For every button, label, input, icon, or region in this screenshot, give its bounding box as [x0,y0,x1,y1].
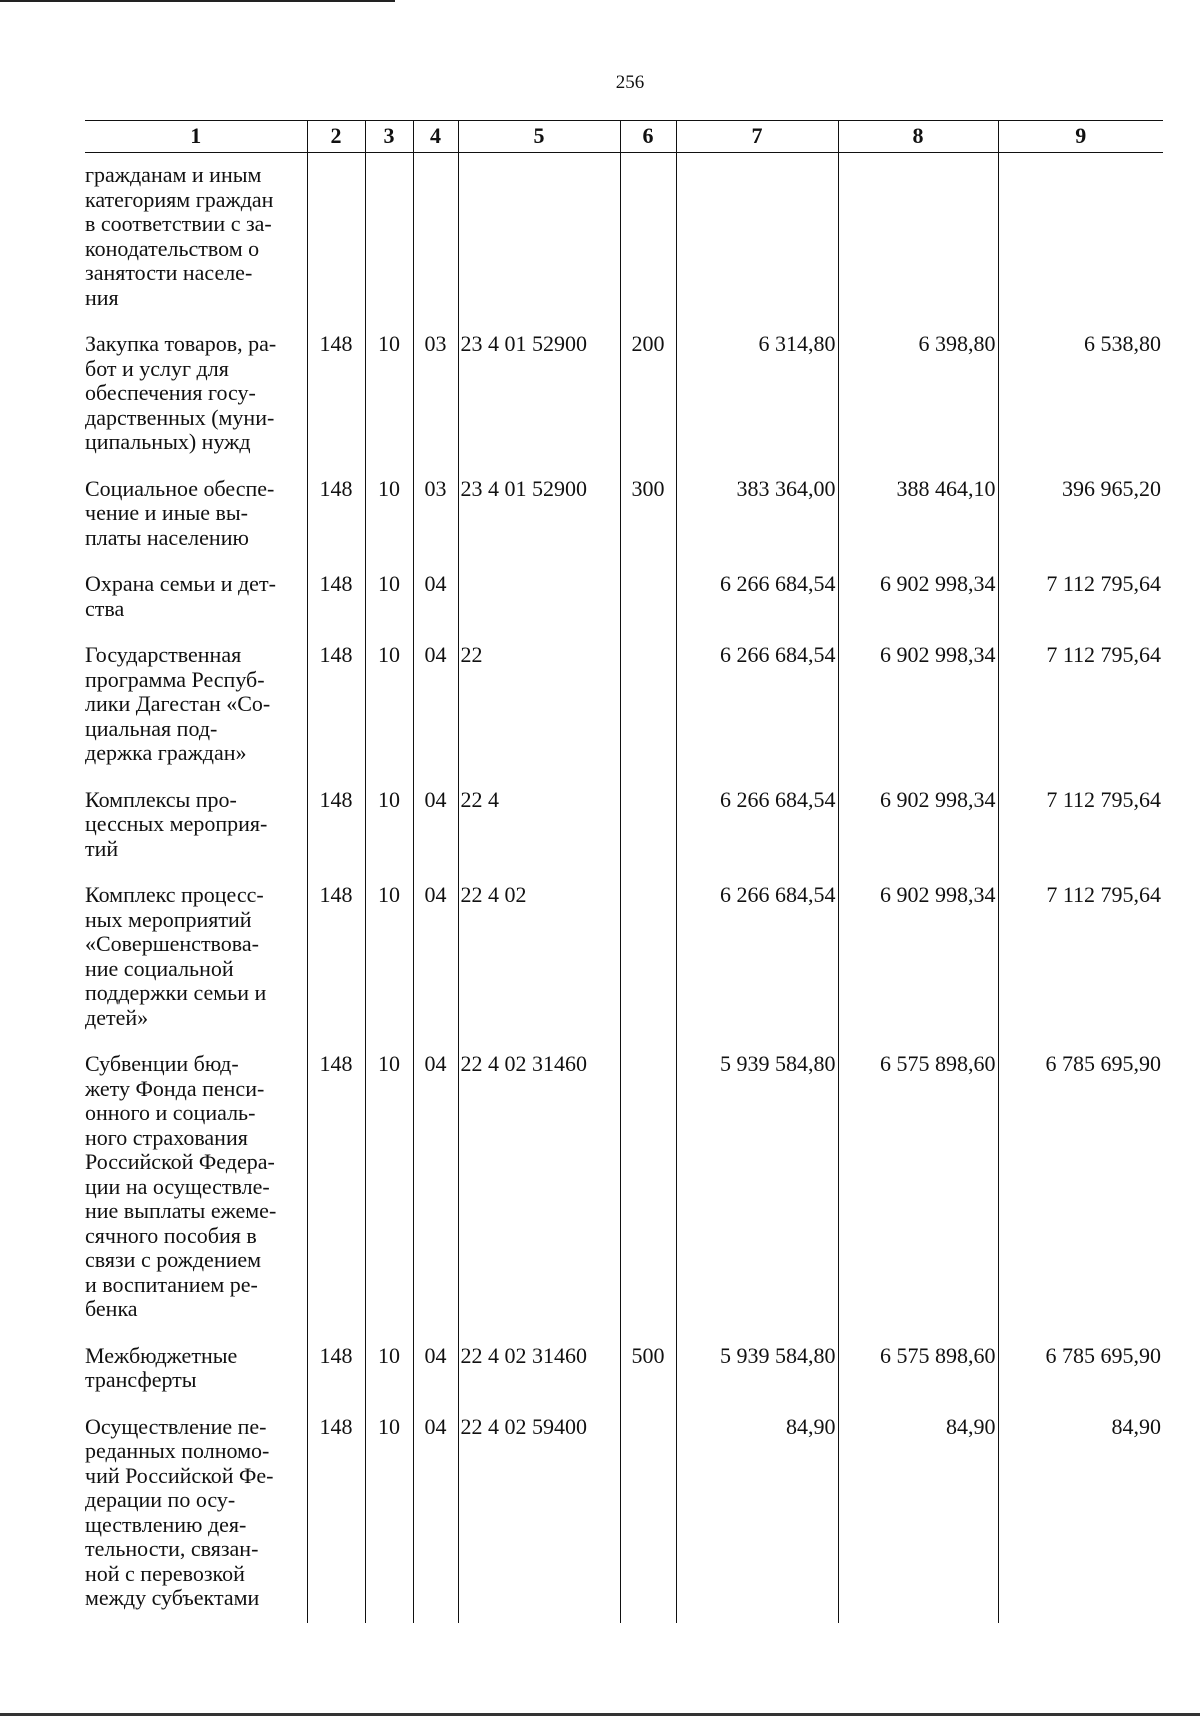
name-line: и воспитанием ре- [85,1271,258,1297]
cell-admin-code: 148 [307,643,365,788]
name-line: ние выплаты ежеме- [85,1198,277,1223]
cell-amount-year2: 388 464,10 [838,477,998,573]
name-line: Комплекс процесс- [85,882,264,907]
name-line: связи с рождением [85,1247,262,1272]
name-line: категориям граждан [85,186,274,212]
name-line: ных мероприятий [85,906,252,932]
cell-amount-year2: 6 902 998,34 [838,883,998,1052]
table-row [85,153,1163,333]
cell-admin-code: 148 [307,883,365,1052]
name-line: ния [85,284,119,310]
name-line: поддержки семьи и [85,980,267,1005]
cell-name [85,477,307,573]
cell-amount-year1 [676,153,838,333]
cell-amount-year1: 6 266 684,54 [676,572,838,643]
cell-subsection: 04 [413,883,458,1052]
name-line: Субвенции бюд- [85,1051,239,1076]
cell-subsection: 04 [413,788,458,884]
cell-section: 10 [365,883,413,1052]
name-line: конодательством о [85,235,260,261]
name-line: циальная под- [85,715,218,741]
cell-amount-year2: 84,90 [838,1415,998,1623]
cell-target-article: 22 4 02 31460 [458,1052,620,1344]
cell-target-article: 23 4 01 52900 [458,332,620,477]
name-line: тий [85,835,119,861]
table-row [85,643,1163,788]
header-cell: 2 [307,121,365,153]
name-line: Осуществление пе- [85,1413,267,1439]
cell-amount-year3: 7 112 795,64 [998,643,1163,788]
cell-subsection [413,153,458,333]
cell-amount-year2: 6 575 898,60 [838,1052,998,1344]
name-line: между субъектами [85,1585,260,1610]
cell-admin-code: 148 [307,788,365,884]
name-line: трансферты [85,1367,197,1392]
name-line: держка граждан» [85,740,247,765]
name-line: программа Респуб- [85,666,265,692]
cell-section: 10 [365,1344,413,1415]
cell-target-article: 22 [458,643,620,788]
name-line: Государственная [85,642,242,667]
header-cell: 9 [998,121,1163,153]
cell-expense-type: 300 [620,477,676,573]
name-line: ции на осуществле- [85,1173,270,1199]
name-line: ние социальной [85,955,234,981]
table-row [85,788,1163,884]
cell-name [85,883,307,1052]
header-cell: 7 [676,121,838,153]
table-row [85,332,1163,477]
name-line: занятости населе- [85,260,253,285]
cell-name [85,1052,307,1344]
budget-table [85,120,1163,1623]
cell-expense-type [620,1052,676,1344]
name-line: Комплексы про- [85,786,237,812]
cell-amount-year3 [998,153,1163,333]
cell-admin-code: 148 [307,1052,365,1344]
header-cell: 8 [838,121,998,153]
cell-name [85,1415,307,1623]
name-line: дерации по осу- [85,1487,236,1512]
name-line: Российской Федера- [85,1149,275,1174]
header-cell: 1 [85,121,307,153]
cell-section: 10 [365,643,413,788]
cell-subsection: 04 [413,1344,458,1415]
cell-section: 10 [365,332,413,477]
cell-amount-year1: 5 939 584,80 [676,1052,838,1344]
cell-section: 10 [365,572,413,643]
cell-amount-year3: 396 965,20 [998,477,1163,573]
cell-amount-year1: 5 939 584,80 [676,1344,838,1415]
cell-target-article: 22 4 02 [458,883,620,1052]
cell-amount-year3: 7 112 795,64 [998,883,1163,1052]
table-row [85,1052,1163,1344]
name-line: лики Дагестан «Со- [85,691,271,716]
name-line: Охрана семьи и дет- [85,571,276,596]
cell-amount-year3: 6 538,80 [998,332,1163,477]
cell-admin-code: 148 [307,332,365,477]
cell-subsection: 04 [413,572,458,643]
cell-amount-year2: 6 902 998,34 [838,643,998,788]
cell-amount-year1: 84,90 [676,1415,838,1623]
cell-amount-year3: 7 112 795,64 [998,572,1163,643]
name-line: ства [85,595,125,621]
cell-name [85,1344,307,1415]
cell-name [85,153,307,333]
cell-target-article: 22 4 02 59400 [458,1415,620,1623]
name-line: реданных полномо- [85,1438,270,1463]
name-line: Межбюджетные [85,1342,238,1368]
header-cell: 6 [620,121,676,153]
name-line: чий Российской Фе- [85,1462,274,1488]
name-line: ного страхования [85,1124,248,1150]
cell-name [85,572,307,643]
name-line: цессных мероприя- [85,811,268,836]
cell-section: 10 [365,1415,413,1623]
name-line: Закупка товаров, ра- [85,331,277,356]
cell-expense-type [620,572,676,643]
cell-amount-year1: 383 364,00 [676,477,838,573]
cell-amount-year2: 6 902 998,34 [838,788,998,884]
cell-target-article: 22 4 [458,788,620,884]
table-row [85,1344,1163,1415]
cell-admin-code: 148 [307,1344,365,1415]
cell-expense-type [620,643,676,788]
cell-amount-year1: 6 266 684,54 [676,788,838,884]
name-line: «Совершенствова- [85,931,259,956]
cell-subsection: 04 [413,643,458,788]
table-row [85,477,1163,573]
name-line: ципальных) нужд [85,429,251,454]
cell-target-article [458,153,620,333]
cell-amount-year1: 6 314,80 [676,332,838,477]
cell-amount-year1: 6 266 684,54 [676,883,838,1052]
cell-expense-type [620,153,676,333]
cell-subsection: 03 [413,332,458,477]
cell-amount-year3: 6 785 695,90 [998,1052,1163,1344]
cell-amount-year3: 84,90 [998,1415,1163,1623]
header-cell: 4 [413,121,458,153]
table-row [85,572,1163,643]
table-row [85,1415,1163,1623]
header-row [85,121,1163,153]
name-line: бот и услуг для [85,355,229,381]
cell-amount-year3: 6 785 695,90 [998,1344,1163,1415]
cell-section: 10 [365,1052,413,1344]
name-line: тельности, связан- [85,1536,259,1561]
name-line: чение и иные вы- [85,500,249,525]
cell-expense-type [620,788,676,884]
cell-amount-year2: 6 575 898,60 [838,1344,998,1415]
cell-name [85,332,307,477]
cell-admin-code: 148 [307,477,365,573]
cell-expense-type [620,883,676,1052]
cell-subsection: 04 [413,1415,458,1623]
table-body [85,153,1163,1623]
name-line: ной с перевозкой [85,1560,245,1586]
header-cell: 3 [365,121,413,153]
cell-section: 10 [365,788,413,884]
scan-edge-top [0,0,395,2]
cell-expense-type: 200 [620,332,676,477]
name-line: дарственных (муни- [85,404,275,430]
name-line: платы населению [85,524,249,550]
cell-name [85,788,307,884]
cell-amount-year2: 6 902 998,34 [838,572,998,643]
name-line: сячного пособия в [85,1222,257,1248]
cell-amount-year1: 6 266 684,54 [676,643,838,788]
table-row [85,883,1163,1052]
cell-section: 10 [365,477,413,573]
name-line: детей» [85,1004,149,1030]
cell-expense-type: 500 [620,1344,676,1415]
name-line: гражданам и иным [85,162,262,187]
name-line: ществлению дея- [85,1511,247,1537]
cell-subsection: 03 [413,477,458,573]
name-line: онного и социаль- [85,1100,256,1125]
page-number: 256 [615,72,645,93]
cell-subsection: 04 [413,1052,458,1344]
name-line: бенка [85,1296,138,1321]
cell-amount-year3: 7 112 795,64 [998,788,1163,884]
cell-target-article [458,572,620,643]
name-line: жету Фонда пенси- [85,1075,265,1101]
cell-admin-code: 148 [307,1415,365,1623]
cell-name [85,643,307,788]
cell-section [365,153,413,333]
name-line: в соответствии с за- [85,211,272,236]
cell-admin-code: 148 [307,572,365,643]
cell-target-article: 22 4 02 31460 [458,1344,620,1415]
cell-expense-type [620,1415,676,1623]
name-line: Социальное обеспе- [85,475,275,501]
cell-amount-year2: 6 398,80 [838,332,998,477]
cell-target-article: 23 4 01 52900 [458,477,620,573]
cell-admin-code [307,153,365,333]
cell-amount-year2 [838,153,998,333]
name-line: обеспечения госу- [85,380,256,405]
header-cell: 5 [458,121,620,153]
